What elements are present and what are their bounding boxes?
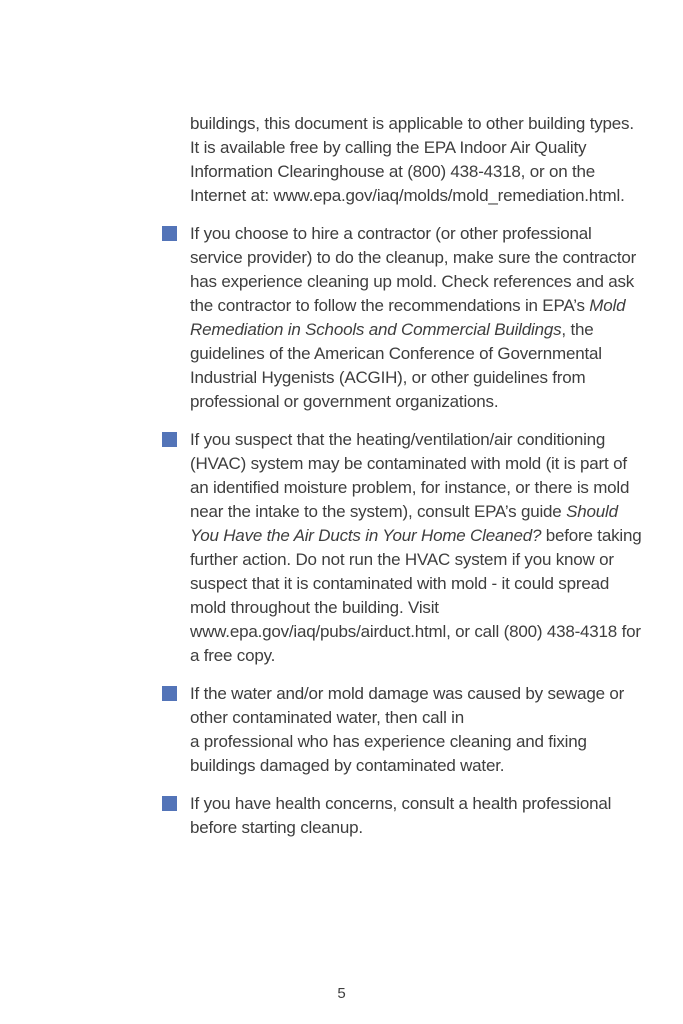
bullet-square-icon — [162, 432, 177, 447]
bullet-text — [190, 792, 642, 840]
bullet-item — [190, 222, 642, 414]
bullet-item — [190, 792, 642, 840]
text-run: If you suspect that the heating/ventilation/air conditioning (HVAC) system may be contaminated with mold (it is part of an identified moisture problem, for instance, or there is mold near the intake to the system), consult EPA’s guide — [190, 430, 630, 521]
intro-paragraph — [190, 112, 642, 208]
text-run: If you have health concerns, consult a health professional before starting cleanup. — [190, 794, 612, 837]
italic-text-run: Mold Remediation in Schools and Commercial Buildings — [190, 296, 626, 339]
bullet-text — [190, 222, 642, 414]
paragraph-text — [190, 112, 642, 208]
text-run: a professional who has experience cleaning and fixing buildings damaged by contaminated water. — [190, 732, 587, 775]
bullet-item — [190, 682, 642, 778]
page-number: 5 — [337, 985, 346, 1002]
italic-text-run: Should You Have the Air Ducts in Your Home Cleaned? — [190, 502, 618, 545]
bullet-text — [190, 682, 642, 778]
text-run: , the guidelines of the American Conference of Governmental Industrial Hygenists (ACGIH), or other guidelines from professional or government organizations. — [190, 320, 602, 411]
text-run: before taking further action. Do not run the HVAC system if you know or suspect that it is contaminated with mold - it could spread mold throughout the building. Visit www.epa.gov/iaq/pubs/airduct.html, or call (800) 438-4318 for a free copy. — [190, 526, 642, 665]
bullet-square-icon — [162, 796, 177, 811]
text-run: If the water and/or mold damage was caused by sewage or other contaminated water, then call in — [190, 684, 625, 727]
bullet-square-icon — [162, 686, 177, 701]
text-run: If you choose to hire a contractor (or other professional service provider) to do the cleanup, make sure the contractor has experience cleaning up mold. Check references and ask the contractor to follow the recommendations in EPA’s — [190, 224, 637, 315]
bullet-square-icon — [162, 226, 177, 241]
text-run: buildings, this document is applicable to other building types. It is available free by calling the EPA Indoor Air Quality Information Clearinghouse at (800) 438-4318, or on the Internet at: www.epa.gov/iaq/molds/mold_remediation.html. — [190, 114, 634, 205]
body-text — [190, 112, 642, 854]
bullet-text — [190, 428, 642, 668]
bullet-item — [190, 428, 642, 668]
